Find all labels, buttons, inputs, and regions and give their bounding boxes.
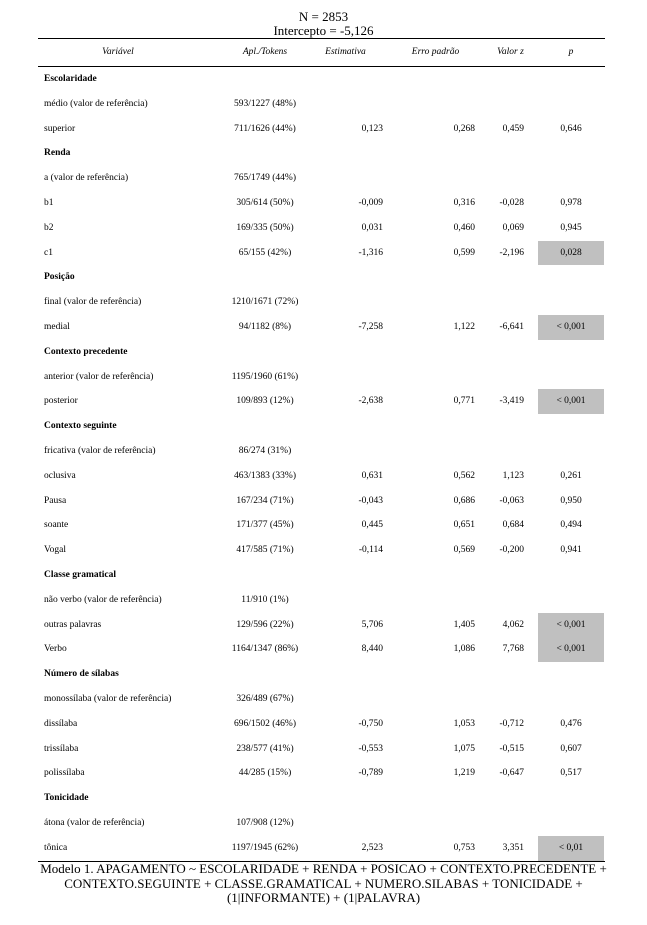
z-value-cell <box>490 92 524 117</box>
estimate-cell: -0,789 <box>358 768 383 779</box>
z-value-cell: -0,200 <box>499 545 524 556</box>
variable-cell: Verbo <box>44 644 67 655</box>
std-error-cell <box>402 439 475 464</box>
group-label: Classe gramatical <box>44 570 117 580</box>
p-value-cell: < 0,001 <box>538 637 604 662</box>
table-row <box>38 489 605 514</box>
z-value-cell <box>490 439 524 464</box>
table-row <box>38 513 605 538</box>
p-value-cell: 0,941 <box>560 545 582 556</box>
p-value-cell: 0,978 <box>560 198 582 208</box>
variable-cell: médio (valor de referência) <box>44 98 148 109</box>
estimate-cell: -7,258 <box>358 322 383 332</box>
variable-cell: anterior (valor de referência) <box>44 371 154 382</box>
p-value-cell: < 0,001 <box>538 613 604 638</box>
estimate-cell: -1,316 <box>358 247 383 258</box>
std-error-cell <box>402 588 475 613</box>
z-value-cell <box>490 290 524 315</box>
std-error-cell: 0,753 <box>453 842 475 853</box>
estimate-cell <box>308 290 383 315</box>
table-row <box>38 464 605 489</box>
std-error-cell: 0,771 <box>453 396 475 407</box>
z-value-cell: 0,684 <box>502 520 524 531</box>
table-row <box>38 637 605 662</box>
group-label: Tonicidade <box>44 793 89 804</box>
table-row <box>38 712 605 737</box>
table-row <box>38 613 605 638</box>
estimate-cell <box>308 588 383 613</box>
tokens-cell: 94/1182 (8%) <box>238 322 292 332</box>
variable-cell: soante <box>44 520 69 531</box>
estimate-cell <box>308 687 383 712</box>
z-value-cell: -0,063 <box>499 495 524 506</box>
std-error-cell: 0,460 <box>453 222 475 233</box>
estimate-cell: 2,523 <box>361 842 383 853</box>
model-caption <box>0 862 647 906</box>
std-error-cell <box>402 92 475 117</box>
table-row <box>38 92 605 117</box>
table-row <box>38 761 605 786</box>
estimate-cell <box>308 439 383 464</box>
estimate-cell: 0,031 <box>361 222 383 233</box>
variable-cell: dissílaba <box>44 718 78 729</box>
estimate-cell: -0,114 <box>358 545 383 556</box>
tokens-cell: 1195/1960 (61%) <box>231 371 299 382</box>
variable-cell: trissílaba <box>44 743 79 754</box>
p-value-cell: 0,517 <box>560 768 582 779</box>
estimate-cell <box>308 166 383 191</box>
variable-cell: monossílaba (valor de referência) <box>44 694 172 704</box>
std-error-cell: 0,562 <box>453 470 475 481</box>
p-value-cell: 0,950 <box>560 495 582 506</box>
z-value-cell: 0,069 <box>502 222 524 233</box>
std-error-cell: 1,405 <box>453 619 475 630</box>
std-error-cell <box>402 166 475 191</box>
table-row <box>38 737 605 762</box>
variable-cell: superior <box>44 123 76 134</box>
z-value-cell <box>490 687 524 712</box>
group-header-row <box>38 786 605 811</box>
std-error-cell: 0,316 <box>453 198 475 208</box>
p-value-cell: 0,028 <box>538 241 604 266</box>
col-header-z-value: Valor z <box>497 47 524 57</box>
group-label: Renda <box>44 148 71 159</box>
tokens-cell: 129/596 (22%) <box>236 619 294 630</box>
tokens-cell: 1210/1671 (72%) <box>231 297 299 308</box>
z-value-cell: 3,351 <box>502 842 524 853</box>
z-value-cell: -3,419 <box>499 396 524 407</box>
estimate-cell <box>308 92 383 117</box>
col-header-estimate: Estimativa <box>325 47 366 57</box>
std-error-cell <box>402 290 475 315</box>
estimate-cell: 0,123 <box>361 123 383 134</box>
variable-cell: átona (valor de referência) <box>44 818 145 828</box>
intercept: Intercepto = -5,126 <box>273 23 374 38</box>
tokens-cell: 109/893 (12%) <box>236 396 294 407</box>
variable-cell: medial <box>44 322 70 332</box>
tokens-cell: 171/377 (45%) <box>236 520 294 531</box>
variable-cell: não verbo (valor de referência) <box>44 594 162 605</box>
std-error-cell: 1,219 <box>453 768 475 779</box>
table-row <box>38 216 605 241</box>
estimate-cell: 5,706 <box>361 619 383 630</box>
p-value-cell <box>538 811 604 836</box>
table-row <box>38 191 605 216</box>
tokens-cell: 167/234 (71%) <box>236 495 294 506</box>
z-value-cell: 4,062 <box>502 619 524 630</box>
p-value-cell <box>538 439 604 464</box>
estimate-cell: -0,750 <box>358 718 383 729</box>
z-value-cell: -0,028 <box>499 198 524 208</box>
std-error-cell: 1,075 <box>453 743 475 754</box>
p-value-cell <box>538 588 604 613</box>
std-error-cell <box>402 365 475 390</box>
group-label: Contexto seguinte <box>44 421 117 432</box>
estimate-cell: -0,043 <box>358 495 383 506</box>
variable-cell: b2 <box>44 222 54 233</box>
p-value-cell: 0,494 <box>560 520 582 531</box>
tokens-cell: 169/335 (50%) <box>236 222 294 233</box>
regression-table <box>38 38 605 861</box>
table-row <box>38 365 605 390</box>
estimate-cell: -0,553 <box>358 743 383 754</box>
variable-cell: outras palavras <box>44 619 102 630</box>
p-value-cell: 0,646 <box>560 123 582 134</box>
p-value-cell: < 0,001 <box>538 389 604 414</box>
variable-cell: a (valor de referência) <box>44 173 129 184</box>
table-row <box>38 439 605 464</box>
col-header-std-error: Erro padrão <box>411 47 460 57</box>
tokens-cell: 1197/1945 (62%) <box>231 842 299 853</box>
z-value-cell: 1,123 <box>502 470 524 481</box>
std-error-cell: 0,569 <box>453 545 475 556</box>
variable-cell: final (valor de referência) <box>44 297 142 308</box>
caption-line-3: (1|INFORMANTE) + (1|PALAVRA) <box>226 890 421 905</box>
z-value-cell: 7,768 <box>502 644 524 655</box>
p-value-cell: < 0,001 <box>538 315 604 340</box>
col-header-variable: Variável <box>102 47 134 57</box>
z-value-cell: 0,459 <box>502 123 524 134</box>
table-row <box>38 389 605 414</box>
z-value-cell: -2,196 <box>499 247 524 258</box>
tokens-cell: 238/577 (41%) <box>236 743 294 754</box>
table-row <box>38 836 605 861</box>
p-value-cell <box>538 365 604 390</box>
p-value-cell <box>538 687 604 712</box>
group-label: Contexto precedente <box>44 346 128 357</box>
z-value-cell <box>490 588 524 613</box>
std-error-cell <box>402 687 475 712</box>
group-label: Número de sílabas <box>44 669 119 680</box>
table-row <box>38 241 605 266</box>
std-error-cell: 0,599 <box>453 247 475 258</box>
p-value-cell <box>538 92 604 117</box>
z-value-cell <box>490 166 524 191</box>
variable-cell: fricativa (valor de referência) <box>44 446 156 456</box>
std-error-cell: 0,686 <box>453 495 475 506</box>
estimate-cell: 0,445 <box>361 520 383 531</box>
group-header-row <box>38 340 605 365</box>
tokens-cell: 86/274 (31%) <box>238 446 292 456</box>
std-error-cell: 1,122 <box>453 322 475 332</box>
z-value-cell: -0,515 <box>499 743 524 754</box>
estimate-cell: -2,638 <box>358 396 383 407</box>
variable-cell: polissílaba <box>44 768 85 779</box>
z-value-cell <box>490 365 524 390</box>
sample-size: N = 2853 <box>298 9 349 24</box>
std-error-cell: 0,651 <box>453 520 475 531</box>
tokens-cell: 44/285 (15%) <box>238 768 292 779</box>
table-row <box>38 315 605 340</box>
std-error-cell: 1,086 <box>453 644 475 655</box>
variable-cell: Pausa <box>44 495 67 506</box>
group-header-row <box>38 141 605 166</box>
p-value-cell: 0,945 <box>560 222 582 233</box>
group-header-row <box>38 563 605 588</box>
col-header-tokens: Apl./Tokens <box>242 47 288 57</box>
variable-cell: c1 <box>44 247 53 258</box>
tokens-cell: 711/1626 (44%) <box>234 123 296 134</box>
table-row <box>38 166 605 191</box>
p-value-cell <box>538 166 604 191</box>
group-header-row <box>38 265 605 290</box>
table-row <box>38 290 605 315</box>
table-row <box>38 687 605 712</box>
tokens-cell: 11/910 (1%) <box>241 594 289 605</box>
tokens-cell: 1164/1347 (86%) <box>231 644 299 655</box>
tokens-cell: 593/1227 (48%) <box>233 98 296 109</box>
caption-line-1: Modelo 1. APAGAMENTO ~ ESCOLARIDADE + RENDA + POSICAO + CONTEXTO.PRECEDENTE + <box>40 861 607 876</box>
variable-cell: tônica <box>44 842 68 853</box>
table-row <box>38 588 605 613</box>
estimate-cell: 8,440 <box>361 644 383 655</box>
std-error-cell: 1,053 <box>453 718 475 729</box>
variable-cell: Vogal <box>44 545 66 556</box>
tokens-cell: 65/155 (42%) <box>238 247 292 258</box>
group-label: Posição <box>44 272 75 283</box>
variable-cell: b1 <box>44 198 54 208</box>
z-value-cell <box>490 811 524 836</box>
p-value-cell: < 0,01 <box>538 836 604 861</box>
group-header-row <box>38 414 605 439</box>
caption-line-2: CONTEXTO.SEGUINTE + CLASSE.GRAMATICAL + NUMERO.SILABAS + TONICIDADE + <box>64 875 583 891</box>
variable-cell: oclusiva <box>44 470 76 481</box>
p-value-cell: 0,261 <box>560 470 582 481</box>
z-value-cell: -0,712 <box>499 718 524 729</box>
table-row <box>38 117 605 142</box>
table-row <box>38 538 605 563</box>
tokens-cell: 326/489 (67%) <box>236 694 294 704</box>
table-row <box>38 811 605 836</box>
tokens-cell: 696/1502 (46%) <box>233 718 296 729</box>
tokens-cell: 305/614 (50%) <box>236 198 294 208</box>
tokens-cell: 107/908 (12%) <box>236 818 294 828</box>
variable-cell: posterior <box>44 396 78 407</box>
tokens-cell: 765/1749 (44%) <box>233 173 296 184</box>
estimate-cell: -0,009 <box>358 198 383 208</box>
z-value-cell: -6,641 <box>499 322 524 332</box>
p-value-cell <box>538 290 604 315</box>
estimate-cell <box>308 365 383 390</box>
std-error-cell: 0,268 <box>453 123 475 134</box>
estimate-cell: 0,631 <box>361 470 383 481</box>
p-value-cell: 0,476 <box>560 718 582 729</box>
p-value-cell: 0,607 <box>560 743 582 754</box>
z-value-cell: -0,647 <box>499 768 524 779</box>
group-header-row <box>38 67 605 92</box>
group-header-row <box>38 662 605 687</box>
col-header-p: p <box>568 47 574 57</box>
tokens-cell: 463/1383 (33%) <box>233 470 296 481</box>
estimate-cell <box>308 811 383 836</box>
std-error-cell <box>402 811 475 836</box>
group-label: Escolaridade <box>44 74 97 84</box>
tokens-cell: 417/585 (71%) <box>236 545 294 556</box>
